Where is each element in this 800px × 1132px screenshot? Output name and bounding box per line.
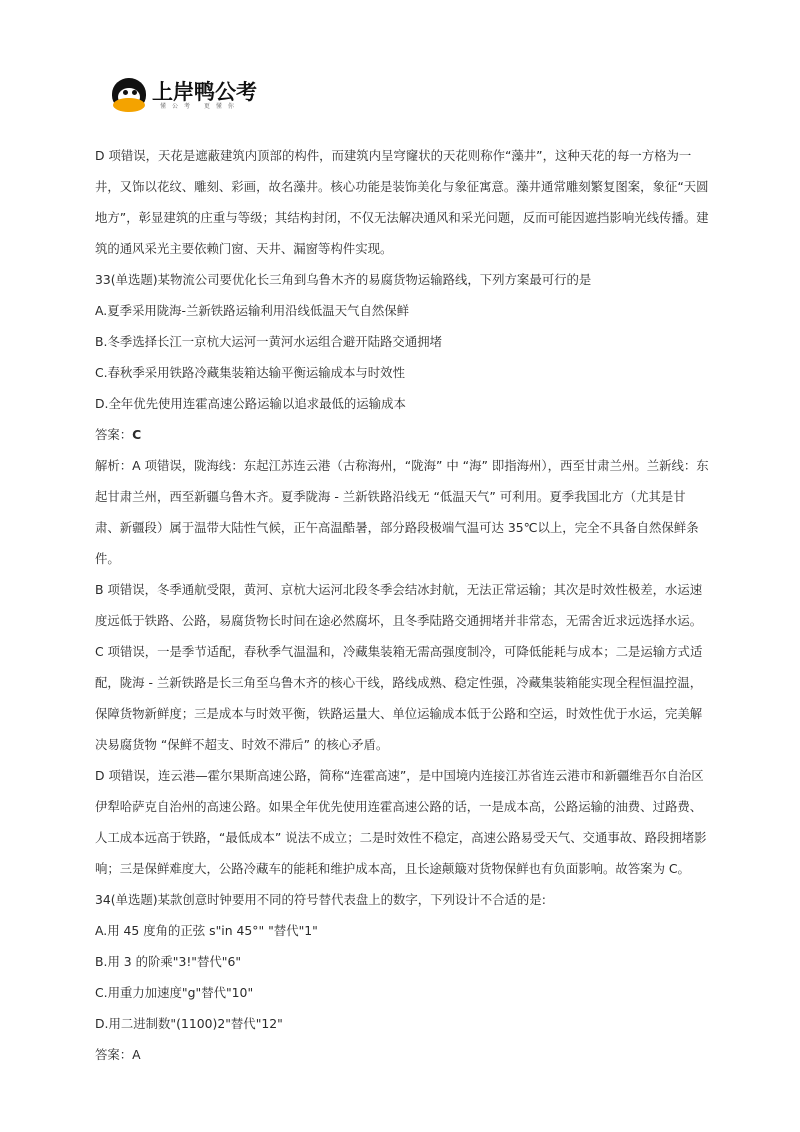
brand-logo bbox=[110, 78, 257, 114]
paragraph-d-explanation: D 项错误，天花是遮蔽建筑内顶部的构件，而建筑内呈穹窿状的天花则称作“藻井”，这种天花的每一方格为一井，又饰以花纹、雕刻、彩画，故名藻井。核心功能是装饰美化与象征寓意。藻井通常雕刻繁复图案，象征“天圆地方”，彰显建筑的庄重与等级；其结构封闭，不仅无法解决通风和采光问题，反而可能因遮挡影响光线传播。建筑的通风采光主要依赖门窗、天井、漏窗等构件实现。 bbox=[95, 148, 709, 256]
q34-option-d: D.用二进制数"(1100)2"替代"12" bbox=[95, 1016, 283, 1031]
answer-label: 答案： bbox=[95, 1047, 133, 1062]
duck-logo-icon bbox=[110, 78, 148, 114]
analysis-b: B 项错误，冬季通航受限，黄河、京杭大运河北段冬季会结冰封航，无法正常运输；其次是时效性极差，水运速度远低于铁路、公路，易腐货物长时间在途必然腐坏，且冬季陆路交通拥堵并非常态，无需舍近求远选择水运。 bbox=[95, 582, 703, 628]
option-b: B.冬季选择长江一京杭大运河一黄河水运组合避开陆路交通拥堵 bbox=[95, 334, 442, 349]
document-body bbox=[95, 140, 710, 1070]
answer-label: 答案： bbox=[95, 427, 133, 442]
question-34: 34(单选题)某款创意时钟要用不同的符号替代表盘上的数字，下列设计不合适的是: bbox=[95, 892, 546, 907]
logo-subtitle: 懂公考 更懂你 bbox=[160, 103, 240, 110]
option-a: A.夏季采用陇海-兰新铁路运输利用沿线低温天气自然保鲜 bbox=[95, 303, 410, 318]
q34-option-a: A.用 45 度角的正弦 s"in 45°" "替代"1" bbox=[95, 923, 318, 938]
answer-value: C bbox=[132, 427, 142, 442]
answer-34 bbox=[95, 1039, 710, 1070]
answer-value: A bbox=[132, 1047, 141, 1062]
logo-title: 上岸鸭公考 bbox=[152, 80, 257, 104]
analysis-c: C 项错误，一是季节适配，春秋季气温温和，冷藏集装箱无需高强度制冷，可降低能耗与成本；二是运输方式适配，陇海 - 兰新铁路是长三角至乌鲁木齐的核心干线，路线成熟、稳定性强，冷藏集装箱能实现全程恒温控温，保障货物新鲜度；三是成本与时效平衡，铁路运量大、单位运输成本低于公路和空运，时效性优于水运，完美解决易腐货物 “保鲜不超支、时效不滞后” 的核心矛盾。 bbox=[95, 644, 703, 752]
analysis-d: D 项错误，连云港—霍尔果斯高速公路，简称“连霍高速”，是中国境内连接江苏省连云港市和新疆维吾尔自治区伊犁哈萨克自治州的高速公路。如果全年优先使用连霍高速公路的话，一是成本高，公路运输的油费、过路费、人工成本远高于铁路，“最低成本” 说法不成立；二是时效性不稳定，高速公路易受天气、交通事故、路段拥堵影响；三是保鲜难度大，公路冷藏车的能耗和维护成本高，且长途颠簸对货物保鲜也有负面影响。故答案为 C。 bbox=[95, 768, 707, 876]
option-c: C.春秋季采用铁路冷藏集装箱达输平衡运输成本与时效性 bbox=[95, 365, 405, 380]
q34-option-b: B.用 3 的阶乘"3!"替代"6" bbox=[95, 954, 242, 969]
answer-33 bbox=[95, 419, 710, 450]
q34-option-c: C.用重力加速度"g"替代"10" bbox=[95, 985, 254, 1000]
question-33: 33(单选题)某物流公司要优化长三角到乌鲁木齐的易腐货物运输路线，下列方案最可行的是 bbox=[95, 272, 592, 287]
option-d: D.全年优先使用连霍高速公路运输以追求最低的运输成本 bbox=[95, 396, 406, 411]
analysis-a: 解析：A 项错误，陇海线：东起江苏连云港（古称海州，“陇海” 中 “海” 即指海州），西至甘肃兰州。兰新线：东起甘肃兰州，西至新疆乌鲁木齐。夏季陇海 - 兰新铁路沿线无 “低温天气” 可利用。夏季我国北方（尤其是甘肃、新疆段）属于温带大陆性气候，正午高温酷暑，部分路段极端气温可达 35℃以上，完全不具备自然保鲜条件。 bbox=[95, 458, 709, 566]
